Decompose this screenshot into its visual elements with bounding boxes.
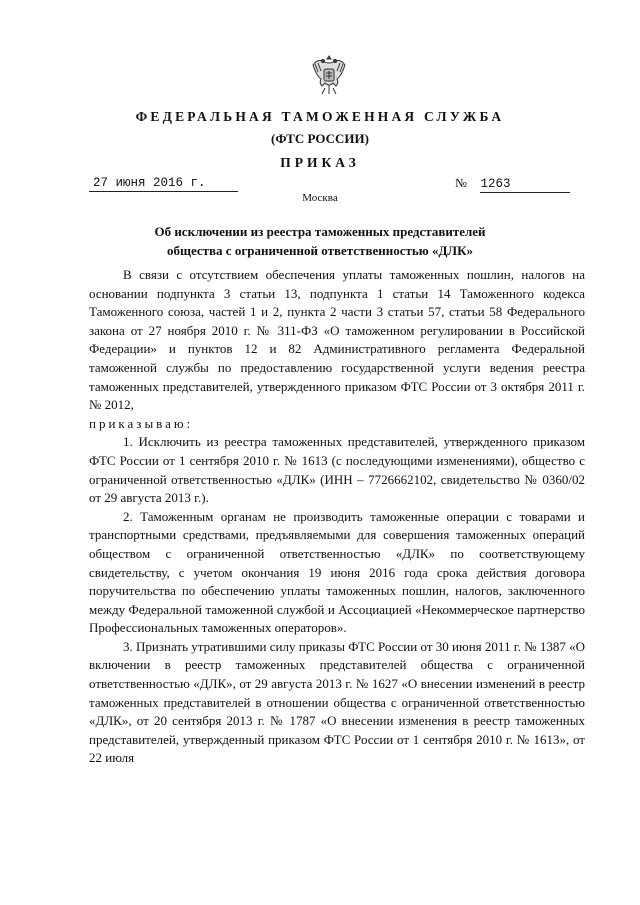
coat-of-arms-icon (309, 52, 349, 98)
agency-name: ФЕДЕРАЛЬНАЯ ТАМОЖЕННАЯ СЛУЖБА (135, 109, 505, 124)
item-3-paragraph: 3. Признать утратившими силу приказы ФТС России от 30 июня 2011 г. № 1387 «О включении в реестр таможенных представителей общества с ограниченной ответственностью «ДЛК», от 29 августа 2013 г. № 1627 «О внесении изменений в реестр таможенных представителей в отношении общества с ограниченной ответственностью «ДЛК», от 20 сентября 2013 г. № 1787 «О внесении изменения в реестр таможенных представителей, утвержденный приказом ФТС России от 1 сентября 2010 г. № 1613», от 22 июля (89, 638, 585, 766)
subject-line-2: общества с ограниченной ответственностью «ДЛК» (166, 243, 474, 258)
number-sign: № (455, 176, 467, 190)
order-body (89, 266, 585, 768)
order-subject (0, 222, 640, 260)
subject-line-1: Об исключении из реестра таможенных представителей (154, 224, 486, 239)
preamble-paragraph: В связи с отсутствием обеспечения уплаты таможенных пошлин, налогов на основании подпункта 3 статьи 13, подпункта 1 статьи 14 Таможенного кодекса Таможенного союза, частей 1 и 2, пункта 2 части 3 статьи 57, статьи 58 Федерального закона от 27 ноября 2010 г. № 311-ФЗ «О таможенном регулировании в Российской Федерации» и пунктов 12 и 82 Административного регламента Федеральной таможенной службы по предоставлению государственной услуги ведения реестра таможенных представителей, утвержденного приказом ФТС России от 3 октября 2011 г. № 2012, (89, 267, 585, 413)
document-type: ПРИКАЗ (280, 155, 360, 170)
order-date: 27 июня 2016 г. (89, 175, 238, 192)
city: Москва (302, 192, 338, 204)
order-word: приказываю: (89, 415, 194, 431)
item-1-paragraph: 1. Исключить из реестра таможенных представителей, утвержденного приказом ФТС России от 1 сентября 2010 г. № 1613 (с последующими изменениями), общество с ограниченной ответственностью «ДЛК» (ИНН – 7726662102, свидетельство № 0360/02 от 29 августа 2013 г.). (89, 434, 585, 506)
agency-short-name: (ФТС РОССИИ) (271, 131, 369, 146)
number-value: 1263 (480, 176, 570, 193)
order-number (455, 175, 585, 193)
item-2-paragraph: 2. Таможенным органам не производить таможенные операции с товарами и транспортными средствами, предъявляемыми для совершения таможенных операций обществом с ограниченной ответственностью «ДЛК» по соответствующему свидетельству, с учетом окончания 19 июня 2016 года срока действия договора поручительства по обеспечению уплаты таможенных пошлин, налогов, заключенного между Федеральной таможенной службой и Ассоциацией «Некоммерческое партнерство Профессиональных таможенных операторов». (89, 508, 585, 636)
